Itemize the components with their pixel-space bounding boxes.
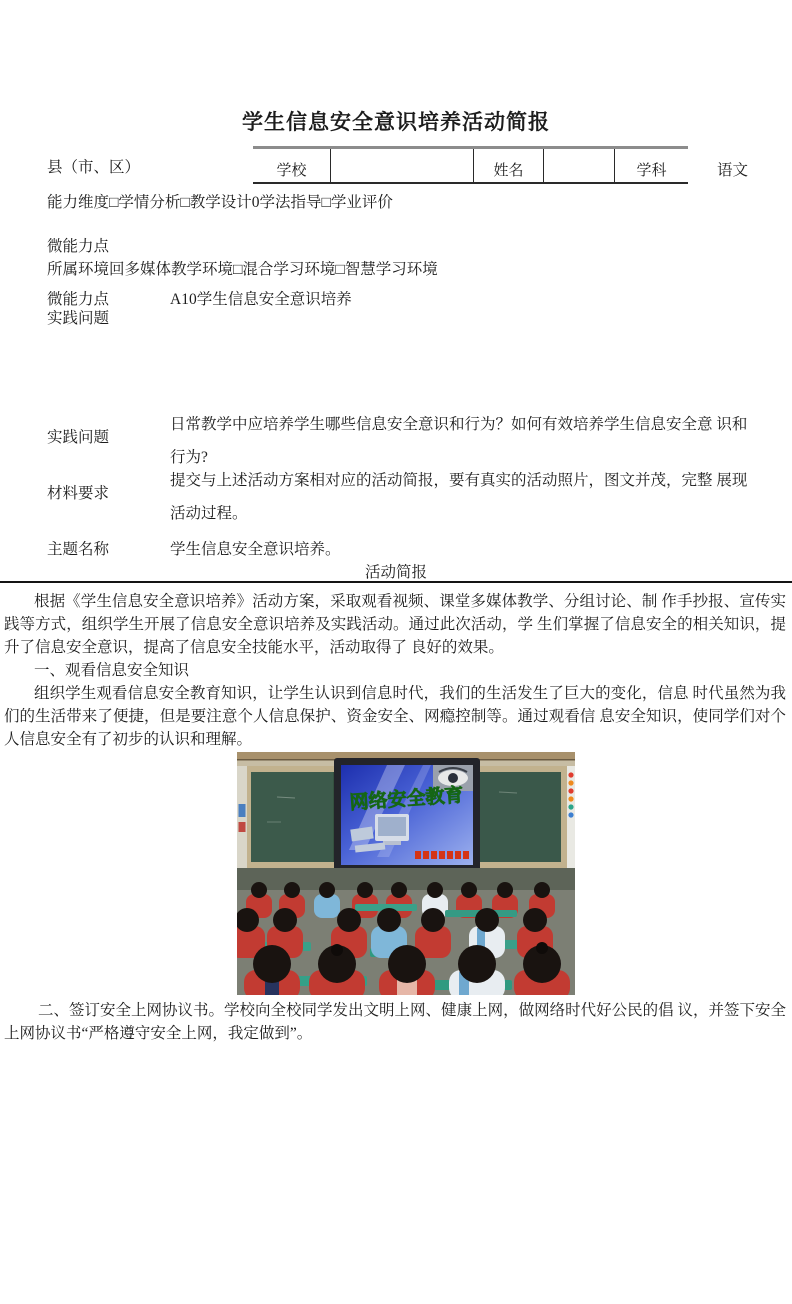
subject-label: 学科	[614, 149, 688, 182]
report-item1-heading: 一、观看信息安全知识	[34, 662, 190, 679]
material-requirement-value: 提交与上述活动方案相对应的活动简报，要有真实的活动照片，图文并茂，完整 展现活动过程。	[170, 472, 748, 522]
horizontal-rule	[0, 581, 792, 583]
school-label: 学校	[276, 163, 307, 179]
micro-point-label: 微能力点	[47, 238, 110, 255]
report-item1-paragraph: 组织学生观看信息安全教育知识，让学生认识到信息时代，我们的生活发生了巨大的变化，信息 时代虽然为我们的生活带来了便捷，但是要注意个人信息保护、资金安全、网瘾控制等。通过观看信 息安全知识，使同学们对个人信息安全有了初步的认识和理解。	[4, 685, 786, 748]
screen-title-text: 网络安全教育	[349, 785, 465, 814]
practice-question-value: 日常教学中应培养学生哪些信息安全意识和行为？如何有效培养学生信息安全意 识和行为?	[170, 416, 748, 466]
micro-point-label-2: 微能力点	[47, 291, 110, 308]
blackboard-left	[251, 772, 333, 862]
projection-screen	[334, 758, 480, 874]
name-label: 姓名	[473, 149, 543, 182]
blackboard-right	[479, 772, 561, 862]
report-item2-paragraph: 二、签订安全上网协议书。学校向全校同学发出文明上网、健康上网，做网络时代好公民的倡 议，并签下安全上网协议书“严格遵守安全上网，我定做到”。	[4, 1002, 786, 1042]
name-value-cell	[543, 149, 614, 182]
school-value-cell	[330, 149, 473, 182]
topic-name-label: 主题名称	[47, 541, 110, 558]
material-requirement-label: 材料要求	[47, 485, 110, 502]
classroom-photo	[237, 752, 575, 995]
page-title: 学生信息安全意识培养活动简报	[242, 110, 550, 134]
capability-dimension-line: 能力维度□学情分析□教学设计0学法指导□学业评价	[47, 194, 393, 211]
micro-point-value: A10学生信息安全意识培养	[170, 291, 352, 308]
report-band-heading: 活动简报	[364, 564, 427, 581]
screen-red-caption	[415, 851, 469, 859]
county-label: 县（市、区）	[47, 159, 141, 176]
subject-value: 语文	[717, 162, 749, 179]
environment-line: 所属环境回多媒体教学环境□混合学习环境□智慧学习环境	[47, 261, 438, 278]
practice-question-label: 实践问题	[47, 429, 110, 446]
topic-name-value: 学生信息安全意识培养。	[170, 541, 341, 558]
report-intro-paragraph: 根据《学生信息安全意识培养》活动方案，采取观看视频、课堂多媒体教学、分组讨论、制 作手抄报、宣传实践等方式，组织学生开展了信息安全意识培养及实践活动。通过此次活动，学 生们掌握了信息安全的相关知识，提升了信息安全意识，提高了信息安全技能水平，活动取得了 良好的效果。	[4, 593, 786, 656]
header-info-table	[253, 146, 688, 184]
report-body	[4, 590, 786, 751]
practice-question-label-top: 实践问题	[47, 310, 110, 327]
